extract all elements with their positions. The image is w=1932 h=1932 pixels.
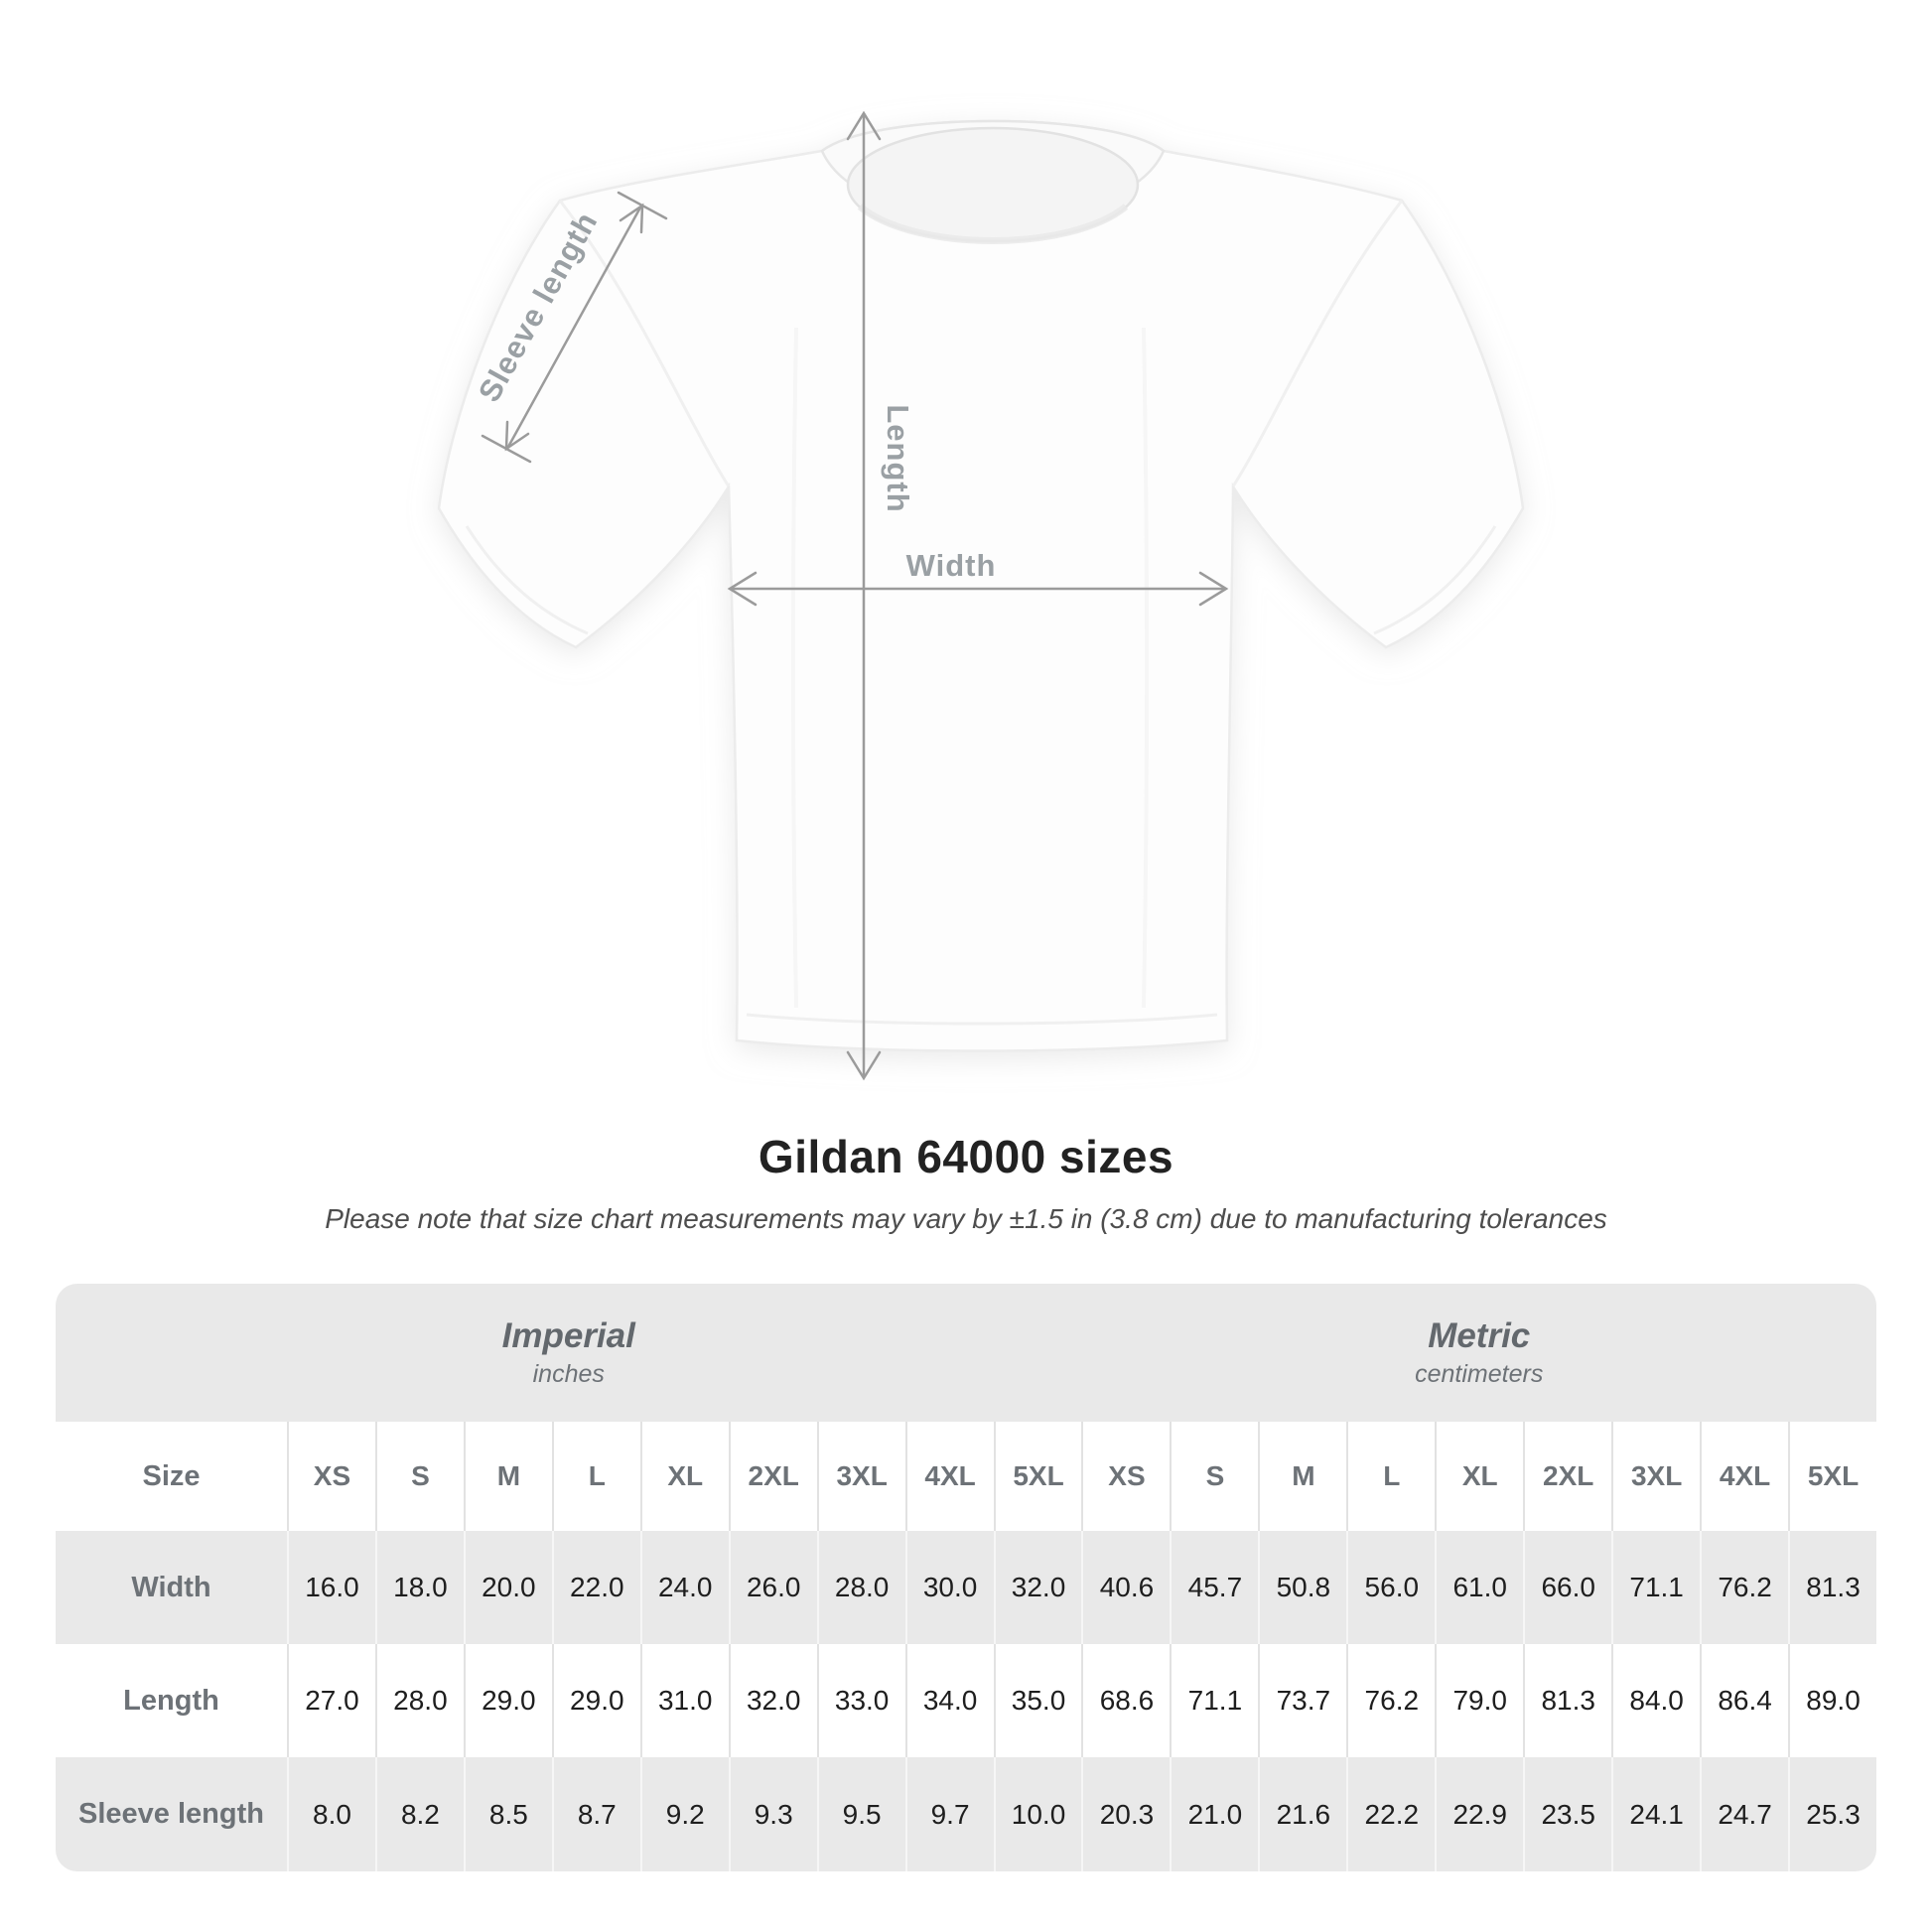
sleeve-metric-cell: 24.7 xyxy=(1700,1757,1788,1871)
length-imperial-cell: 34.0 xyxy=(905,1644,994,1757)
sleeve-imperial-cell: 9.5 xyxy=(817,1757,905,1871)
row-label-length: Length xyxy=(56,1644,287,1757)
width-imperial-cell: 22.0 xyxy=(552,1531,640,1644)
size-header-imperial-5xl: 5XL xyxy=(994,1422,1082,1531)
size-header-metric-xs: XS xyxy=(1081,1422,1170,1531)
size-header-imperial-s: S xyxy=(375,1422,464,1531)
metric-header-unit: centimeters xyxy=(1415,1360,1544,1388)
length-metric-cell: 76.2 xyxy=(1346,1644,1435,1757)
size-header-metric-s: S xyxy=(1170,1422,1258,1531)
sleeve-metric-cell: 22.9 xyxy=(1435,1757,1523,1871)
size-header-metric-3xl: 3XL xyxy=(1611,1422,1700,1531)
length-metric-cell: 81.3 xyxy=(1523,1644,1611,1757)
size-header-imperial-l: L xyxy=(552,1422,640,1531)
width-imperial-cell: 24.0 xyxy=(640,1531,729,1644)
width-metric-cell: 66.0 xyxy=(1523,1531,1611,1644)
page-title: Gildan 64000 sizes xyxy=(758,1131,1174,1182)
size-header-metric-5xl: 5XL xyxy=(1788,1422,1876,1531)
length-imperial-cell: 33.0 xyxy=(817,1644,905,1757)
size-header-imperial-xl: XL xyxy=(640,1422,729,1531)
sleeve-imperial-cell: 8.5 xyxy=(464,1757,552,1871)
width-imperial-cell: 16.0 xyxy=(287,1531,375,1644)
length-metric-cell: 86.4 xyxy=(1700,1644,1788,1757)
row-label-sleeve-length: Sleeve length xyxy=(56,1757,287,1871)
sleeve-metric-cell: 20.3 xyxy=(1081,1757,1170,1871)
size-header-imperial-2xl: 2XL xyxy=(729,1422,817,1531)
sleeve-imperial-cell: 8.7 xyxy=(552,1757,640,1871)
size-header-metric-xl: XL xyxy=(1435,1422,1523,1531)
sleeve-length-label: Sleeve length xyxy=(471,206,605,408)
length-imperial-cell: 31.0 xyxy=(640,1644,729,1757)
length-imperial-cell: 28.0 xyxy=(375,1644,464,1757)
size-header-metric-2xl: 2XL xyxy=(1523,1422,1611,1531)
imperial-header xyxy=(56,1284,1081,1422)
width-metric-cell: 81.3 xyxy=(1788,1531,1876,1644)
size-table xyxy=(56,1284,1876,1871)
width-metric-cell: 50.8 xyxy=(1258,1531,1346,1644)
width-label: Width xyxy=(905,548,997,583)
sleeve-imperial-cell: 9.2 xyxy=(640,1757,729,1871)
length-metric-cell: 68.6 xyxy=(1081,1644,1170,1757)
length-imperial-cell: 27.0 xyxy=(287,1644,375,1757)
width-imperial-cell: 20.0 xyxy=(464,1531,552,1644)
width-imperial-cell: 30.0 xyxy=(905,1531,994,1644)
length-imperial-cell: 32.0 xyxy=(729,1644,817,1757)
length-metric-cell: 79.0 xyxy=(1435,1644,1523,1757)
sleeve-imperial-cell: 9.3 xyxy=(729,1757,817,1871)
length-metric-cell: 84.0 xyxy=(1611,1644,1700,1757)
width-metric-cell: 71.1 xyxy=(1611,1531,1700,1644)
row-label-width: Width xyxy=(56,1531,287,1644)
length-imperial-cell: 35.0 xyxy=(994,1644,1082,1757)
width-metric-cell: 61.0 xyxy=(1435,1531,1523,1644)
size-header-imperial-3xl: 3XL xyxy=(817,1422,905,1531)
size-header-metric-l: L xyxy=(1346,1422,1435,1531)
sleeve-metric-cell: 21.0 xyxy=(1170,1757,1258,1871)
width-metric-cell: 76.2 xyxy=(1700,1531,1788,1644)
sleeve-imperial-cell: 8.2 xyxy=(375,1757,464,1871)
metric-header-label: Metric xyxy=(1428,1316,1531,1355)
width-metric-cell: 45.7 xyxy=(1170,1531,1258,1644)
size-header-imperial-4xl: 4XL xyxy=(905,1422,994,1531)
metric-header xyxy=(1081,1284,1876,1422)
size-header-imperial-m: M xyxy=(464,1422,552,1531)
length-metric-cell: 71.1 xyxy=(1170,1644,1258,1757)
size-header-metric-m: M xyxy=(1258,1422,1346,1531)
width-imperial-cell: 18.0 xyxy=(375,1531,464,1644)
length-imperial-cell: 29.0 xyxy=(552,1644,640,1757)
width-imperial-cell: 28.0 xyxy=(817,1531,905,1644)
imperial-header-label: Imperial xyxy=(501,1316,635,1355)
size-column-header: Size xyxy=(56,1422,287,1531)
width-imperial-cell: 26.0 xyxy=(729,1531,817,1644)
sleeve-metric-cell: 21.6 xyxy=(1258,1757,1346,1871)
length-metric-cell: 73.7 xyxy=(1258,1644,1346,1757)
size-header-imperial-xs: XS xyxy=(287,1422,375,1531)
width-metric-cell: 56.0 xyxy=(1346,1531,1435,1644)
width-imperial-cell: 32.0 xyxy=(994,1531,1082,1644)
sleeve-imperial-cell: 9.7 xyxy=(905,1757,994,1871)
width-metric-cell: 40.6 xyxy=(1081,1531,1170,1644)
tolerance-note: Please note that size chart measurements may vary by ±1.5 in (3.8 cm) due to manufacturing tolerances xyxy=(325,1203,1607,1234)
sleeve-metric-cell: 25.3 xyxy=(1788,1757,1876,1871)
sleeve-metric-cell: 23.5 xyxy=(1523,1757,1611,1871)
sleeve-imperial-cell: 8.0 xyxy=(287,1757,375,1871)
imperial-header-unit: inches xyxy=(532,1360,605,1388)
sleeve-metric-cell: 22.2 xyxy=(1346,1757,1435,1871)
length-imperial-cell: 29.0 xyxy=(464,1644,552,1757)
length-label: Length xyxy=(881,404,915,513)
sleeve-metric-cell: 24.1 xyxy=(1611,1757,1700,1871)
length-metric-cell: 89.0 xyxy=(1788,1644,1876,1757)
sleeve-imperial-cell: 10.0 xyxy=(994,1757,1082,1871)
size-header-metric-4xl: 4XL xyxy=(1700,1422,1788,1531)
